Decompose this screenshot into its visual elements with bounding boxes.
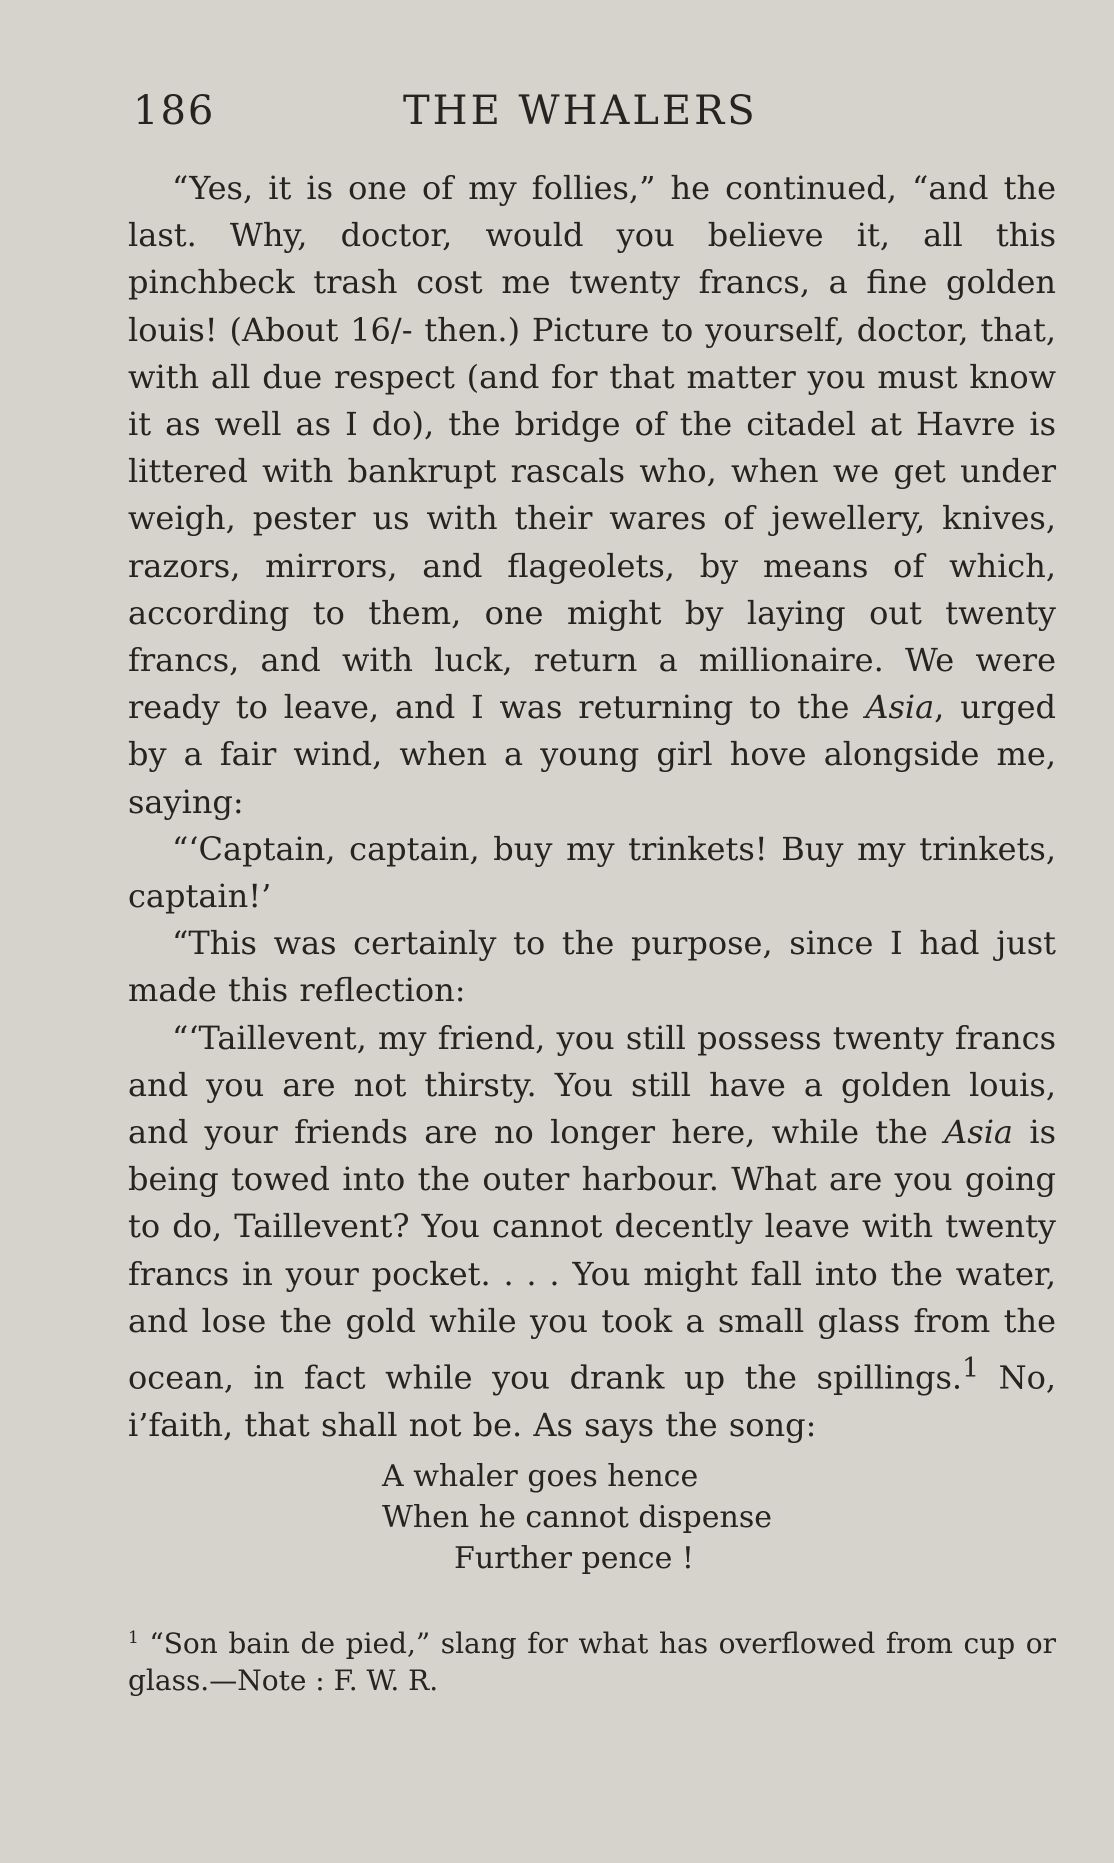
paragraph-4-text-b: is being towed into the outer harbour. What are you going to do, Taillevent? You cannot decently leave with twenty francs in your pocket. . . . You might fall into the water, and lose the gold while you took a small glass from the ocean, in fact while you drank up the spillings. xyxy=(128,1113,1057,1397)
paragraph-3: “This was certainly to the purpose, since I had just made this reflection: xyxy=(128,924,1056,1010)
body-text xyxy=(128,165,1056,1449)
paragraph-1-text: “Yes, it is one of my follies,” he continued, “and the last. Why, doctor, would you believe it, all this pinchbeck trash cost me twenty francs, a fine golden louis! (About 16/- then.) Picture to yourself, doctor, that, with all due respect (and for that matter you must know it as well as I do), the bridge of the citadel at Havre is littered with bankrupt rascals who, when we get under weigh, pester us with their wares of jewellery, knives, razors, mirrors, and flageolets, by means of which, according to them, one might by laying out twenty francs, and with luck, return a millionaire. We were ready to leave, and I was returning to the xyxy=(128,169,1056,727)
paragraph-1-end: , urged by a fair wind, when a young girl hove alongside me, saying: xyxy=(128,688,1057,821)
verse-line: When he cannot dispense xyxy=(382,1500,772,1535)
footnote-text: “Son bain de pied,” slang for what has overflowed from cup or glass.—Note : F. W. R. xyxy=(128,1627,1056,1697)
verse-line: A whaler goes hence xyxy=(382,1459,699,1494)
footnote-reference[interactable]: 1 xyxy=(962,1353,980,1385)
paragraph-4-text-a: “‘Taillevent, my friend, you still possess twenty francs and you are not thirsty. You still have a golden louis, and your friends are no longer here, while the xyxy=(128,1018,1056,1152)
paragraph-1 xyxy=(128,165,1056,826)
footnote xyxy=(128,1620,1056,1699)
footnote-marker: 1 xyxy=(128,1628,139,1648)
running-head: THE WHALERS xyxy=(403,88,758,134)
ship-name: Asia xyxy=(944,1113,1013,1152)
page-number: 186 xyxy=(133,88,216,134)
ship-name: Asia xyxy=(865,688,935,727)
verse-line: Further pence ! xyxy=(454,1541,694,1576)
page-header xyxy=(133,88,1063,144)
paragraph-4-text-c: No, i’faith, that shall not be. As says the song: xyxy=(128,1358,1057,1444)
verse xyxy=(382,1456,772,1579)
paragraph-2: “‘Captain, captain, buy my trinkets! Buy my trinkets, captain!’ xyxy=(128,829,1056,916)
paragraph-4 xyxy=(128,1015,1056,1449)
